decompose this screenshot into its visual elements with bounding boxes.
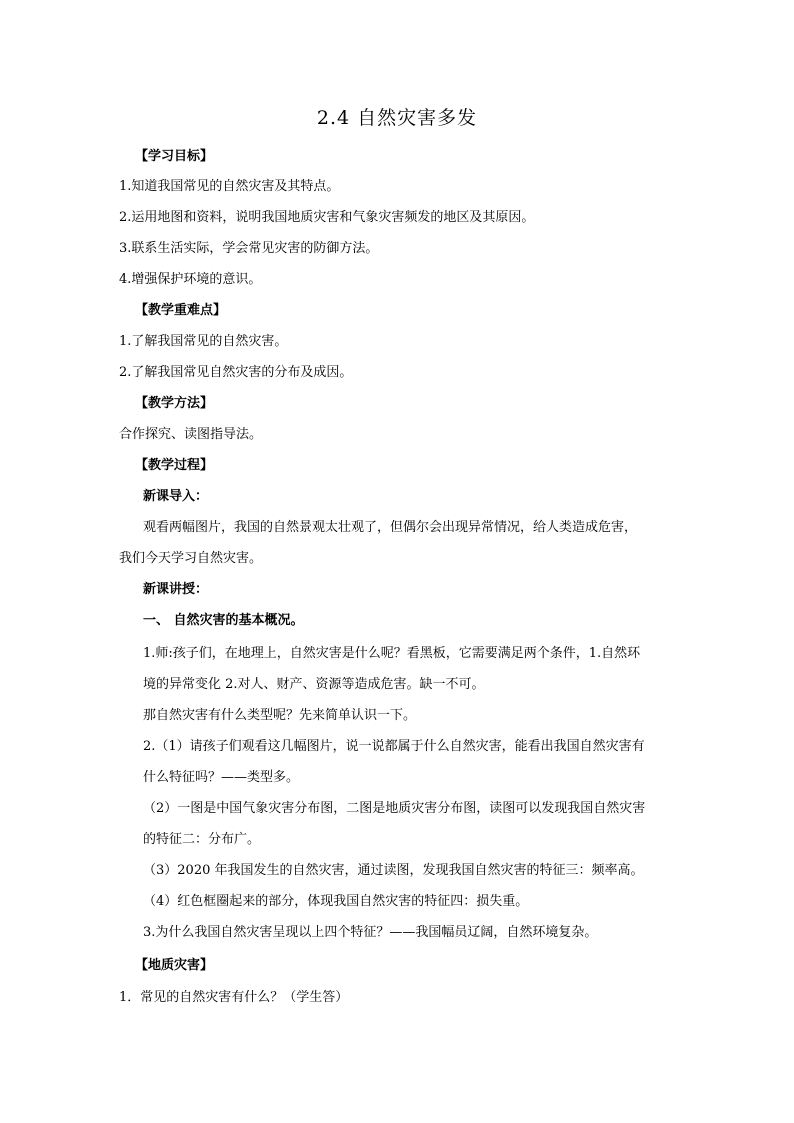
lecture-heading: 新课讲授：: [143, 582, 209, 597]
part1-line-4: 2.（1）请孩子们观看这几幅图片，说一说都属于什么自然灾害，能看出我国自然灾害有: [143, 739, 645, 754]
methods-text: 合作探究、读图指导法。: [119, 427, 263, 442]
part1-line-5: 什么特征吗？——类型多。: [143, 770, 300, 785]
methods-heading: 【教学方法】: [135, 396, 214, 411]
geo-heading: 【地质灾害】: [135, 958, 214, 973]
objectives-heading: 【学习目标】: [135, 149, 214, 164]
part1-line-7: 的特征二：分布广。: [143, 832, 261, 847]
part1-line-9: （4）红色框圈起来的部分，体现我国自然灾害的特征四：损失重。: [143, 894, 529, 909]
objective-1: 1.知道我国常见的自然灾害及其特点。: [119, 179, 340, 194]
intro-line-1: 观看两幅图片，我国的自然景观太壮观了，但偶尔会出现异常情况，给人类造成危害，: [143, 520, 638, 535]
key-point-1: 1.了解我国常见的自然灾害。: [119, 334, 288, 349]
part1-line-2: 境的异常变化 2.对人、财产、资源等造成危害。缺一不可。: [143, 677, 485, 692]
key-points-heading: 【教学重难点】: [135, 303, 227, 318]
part1-line-1: 1.师:孩子们，在地理上，自然灾害是什么呢？看黑板，它需要满足两个条件，1.自然环: [143, 646, 641, 661]
part1-line-10: 3.为什么我国自然灾害呈现以上四个特征？——我国幅员辽阔，自然环境复杂。: [143, 925, 598, 940]
intro-heading: 新课导入：: [143, 489, 209, 504]
objective-4: 4.增强保护环境的意识。: [119, 272, 262, 287]
geo-line-1: 1．常见的自然灾害有什么？（学生答）: [119, 990, 349, 1005]
part1-line-8: （3）2020 年我国发生的自然灾害，通过读图，发现我国自然灾害的特征三：频率高。: [143, 863, 644, 878]
page-title: 2.4 自然灾害多发: [316, 107, 478, 129]
objective-3: 3.联系生活实际，学会常见灾害的防御方法。: [119, 241, 379, 256]
part1-line-6: （2）一图是中国气象灾害分布图，二图是地质灾害分布图，读图可以发现我国自然灾害: [143, 801, 646, 816]
intro-line-2: 我们今天学习自然灾害。: [119, 551, 263, 566]
key-point-2: 2.了解我国常见自然灾害的分布及成因。: [119, 365, 353, 380]
process-heading: 【教学过程】: [135, 458, 214, 473]
part1-line-3: 那自然灾害有什么类型呢？先来简单认识一下。: [143, 708, 417, 723]
part1-heading: 一、 自然灾害的基本概况。: [143, 613, 304, 628]
objective-2: 2.运用地图和资料，说明我国地质灾害和气象灾害频发的地区及其原因。: [119, 210, 535, 225]
